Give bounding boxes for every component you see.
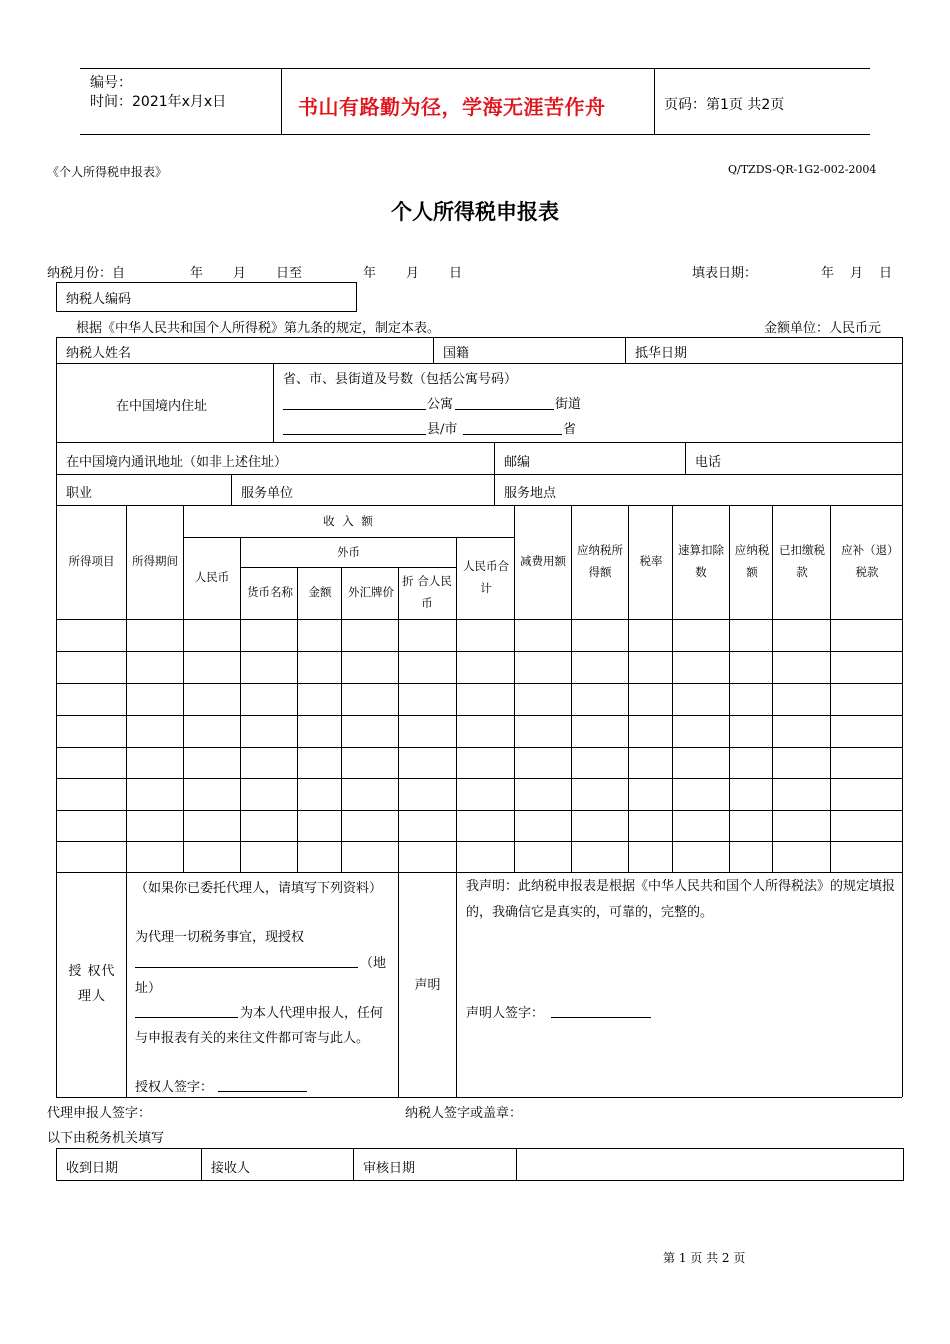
doc-ref-left: 《个人所得税申报表》 <box>47 165 168 179</box>
rule <box>902 337 903 1097</box>
declaration-text: 我声明：此纳税申报表是根据《中华人民共和国个人所得税法》的规定填报的，我确信它是真实的，可靠的，完整的。 <box>466 879 896 920</box>
rule <box>126 872 127 1097</box>
agent-sign-label: 代理申报人签字： <box>47 1106 152 1121</box>
col-quick-deduction: 速算扣除 数 <box>678 543 724 579</box>
declaration-signature-line[interactable] <box>551 1017 651 1018</box>
declaration-label: 声明 <box>414 977 441 993</box>
rule <box>625 337 626 363</box>
rule <box>456 872 457 1097</box>
tax-month-label: 纳税月份：自 <box>47 266 126 281</box>
agent-filer-text: 为本人代理申报人，任何与申报表有关的来往文件都可寄与此人。 <box>135 1006 384 1046</box>
street-line[interactable] <box>455 409 554 410</box>
day-to-unit: 日至 <box>276 266 303 281</box>
rule <box>628 505 629 872</box>
serial-label: 编号： <box>90 75 132 91</box>
agent-intro: （如果你已委托代理人，请填写下列资料） <box>135 881 383 896</box>
agent-authorize-text: 为代理一切税务事宜，现授权 <box>135 930 305 945</box>
header-bottom-rule <box>80 134 870 135</box>
office-table <box>56 1148 904 1181</box>
rule <box>201 1148 202 1180</box>
nationality-label: 国籍 <box>443 346 470 361</box>
rule <box>56 442 902 443</box>
page-title: 个人所得税申报表 <box>391 200 559 224</box>
employer-label: 服务单位 <box>241 486 294 501</box>
rule <box>56 337 902 338</box>
header-top-rule <box>80 68 870 69</box>
col-tax-due-refund: 应补（退）税款 <box>841 543 893 579</box>
day-unit: 日 <box>449 266 463 281</box>
taxpayer-code-label: 纳税人编码 <box>66 292 132 307</box>
page-indicator: 页码：第1页 共2页 <box>664 97 785 113</box>
review-date-label: 审核日期 <box>363 1161 416 1176</box>
taxpayer-sign-label: 纳税人签字或盖章： <box>405 1106 523 1121</box>
col-currency-name: 货币名称 <box>247 585 293 600</box>
agent-address-text: （地址） <box>135 956 387 996</box>
street-label: 街道 <box>555 397 582 412</box>
col-income-amount: 收 入 额 <box>323 513 375 528</box>
office-note: 以下由税务机关填写 <box>47 1131 165 1146</box>
rule <box>231 474 232 505</box>
agent-signature-label: 授权人签字： <box>135 1080 214 1095</box>
rule <box>729 505 730 872</box>
phone-label: 电话 <box>695 455 722 470</box>
county-line[interactable] <box>283 434 426 435</box>
agent-signature-line[interactable] <box>218 1091 307 1092</box>
col-amount: 金额 <box>308 585 332 600</box>
agent-label: 授 权代理人 <box>68 964 116 1004</box>
col-fx-rate: 外汇牌价 <box>348 585 394 600</box>
county-city-label: 县/市 <box>427 422 458 437</box>
basis-note: 根据《中华人民共和国个人所得税》第九条的规定，制定本表。 <box>76 321 441 336</box>
month-unit: 月 <box>850 266 864 281</box>
col-taxable-income: 应纳税所得额 <box>577 543 623 579</box>
postcode-label: 邮编 <box>504 455 531 470</box>
col-tax-withheld: 已扣缴税 款 <box>779 543 825 579</box>
col-tax-payable: 应纳税额 <box>734 543 770 579</box>
col-converted-rmb: 折 合人民币 <box>402 574 452 610</box>
col-foreign: 外币 <box>337 544 360 559</box>
residence-label: 在中国境内住址 <box>116 399 208 414</box>
rule <box>516 1148 517 1180</box>
rule <box>353 1148 354 1180</box>
rule <box>56 474 902 475</box>
rule <box>398 567 399 872</box>
col-income-period: 所得期间 <box>132 554 178 569</box>
doc-ref-right: Q/TZDS-QR-1G2-002-2004 <box>728 163 877 176</box>
month-unit: 月 <box>233 266 247 281</box>
col-rmb: 人民币 <box>194 570 230 585</box>
rule <box>56 363 902 364</box>
month-unit: 月 <box>406 266 420 281</box>
rule <box>830 505 831 872</box>
fill-date-label: 填表日期： <box>692 266 758 281</box>
page-footer: 第 1 页 共 2 页 <box>663 1251 746 1265</box>
rule <box>685 442 686 474</box>
year-unit: 年 <box>821 266 835 281</box>
col-deduction: 减费用额 <box>520 554 566 569</box>
rule <box>341 567 342 872</box>
motto: 书山有路勤为径，学海无涯苦作舟 <box>298 95 606 119</box>
year-unit: 年 <box>363 266 377 281</box>
rule <box>56 872 902 873</box>
col-income-item: 所得项目 <box>68 554 115 569</box>
mail-address-label: 在中国境内通讯地址（如非上述住址） <box>66 455 288 470</box>
year-unit: 年 <box>190 266 204 281</box>
receiver-label: 接收人 <box>211 1161 251 1176</box>
col-tax-rate: 税率 <box>639 554 663 569</box>
work-place-label: 服务地点 <box>504 486 557 501</box>
rule <box>672 505 673 872</box>
col-rmb-total: 人民币合 计 <box>463 559 509 595</box>
rule <box>240 537 241 872</box>
header-divider <box>281 68 282 135</box>
rule <box>273 363 274 442</box>
arrival-date-label: 抵华日期 <box>635 346 688 361</box>
rule <box>494 442 495 505</box>
amount-unit: 金额单位：人民币元 <box>764 321 882 336</box>
rule <box>433 337 434 363</box>
rule <box>772 505 773 872</box>
apartment-label: 公寓 <box>427 397 454 412</box>
day-unit: 日 <box>879 266 893 281</box>
address-hint: 省、市、县街道及号数（包括公寓号码） <box>283 372 518 387</box>
rule <box>56 1097 902 1098</box>
received-date-label: 收到日期 <box>66 1161 119 1176</box>
rule <box>456 537 457 872</box>
rule <box>514 505 515 872</box>
rule <box>56 337 57 1097</box>
rule <box>297 567 298 872</box>
apartment-line[interactable] <box>283 409 426 410</box>
time-label: 时间：2021年x月x日 <box>90 94 227 110</box>
province-line[interactable] <box>463 434 562 435</box>
name-label: 纳税人姓名 <box>66 346 132 361</box>
occupation-label: 职业 <box>66 486 93 501</box>
declaration-signature-label: 声明人签字： <box>466 1006 545 1021</box>
rule <box>571 505 572 872</box>
header-divider <box>654 68 655 135</box>
province-label: 省 <box>563 422 577 437</box>
